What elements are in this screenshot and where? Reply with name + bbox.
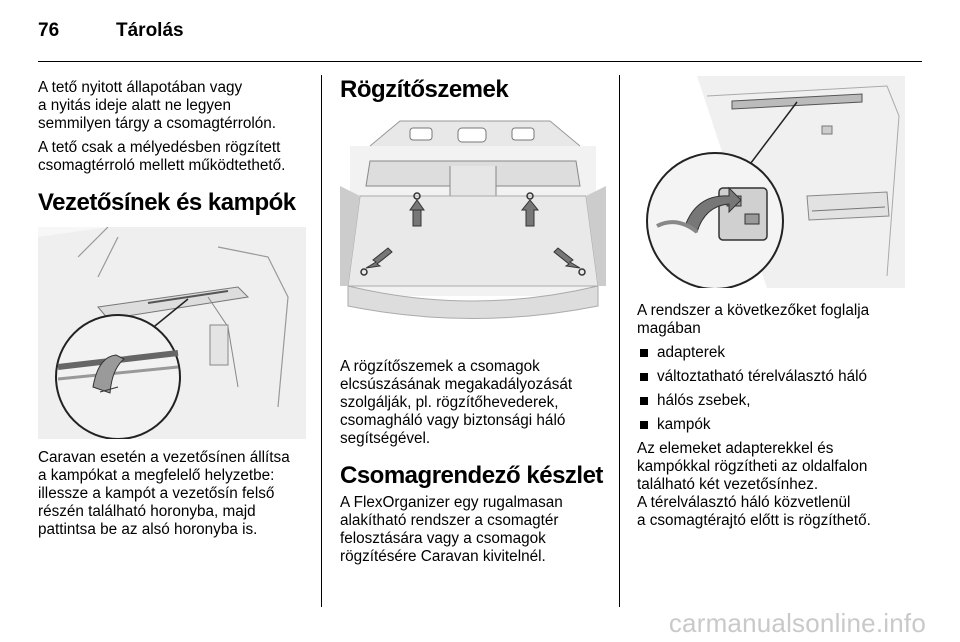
- text-line: található két vezetősínhez.: [637, 476, 819, 493]
- text-line: csomagháló vagy biztonsági háló: [340, 412, 566, 429]
- text-line: A tető nyitott állapotában vagy: [38, 79, 243, 96]
- note-paragraph: [38, 139, 306, 175]
- text-line: A rendszer a következőket foglalja: [637, 302, 870, 319]
- column-1: [38, 79, 306, 545]
- body-paragraph: [340, 494, 608, 566]
- text-line: a csomagtérajtó előtt is rögzíthető.: [637, 512, 871, 529]
- section-heading-eyelets: Rögzítőszemek: [340, 76, 509, 103]
- text-line: Caravan esetén a vezetősínen állítsa: [38, 449, 290, 466]
- column-2: [340, 76, 608, 572]
- list-item: adapterek: [637, 344, 909, 362]
- component-list: [637, 344, 909, 434]
- text-line: kampókkal rögzítheti az oldalfalon: [637, 458, 868, 475]
- list-item: kampók: [637, 416, 909, 434]
- text-line: felosztására vagy a csomagok: [340, 530, 546, 547]
- intro-paragraph: [637, 302, 909, 338]
- header-rule: [38, 61, 922, 62]
- text-line: illessze a kampót a vezetősín felső: [38, 485, 275, 502]
- organizer-illustration: [637, 76, 905, 288]
- outro-paragraph: [637, 440, 909, 530]
- text-line: szolgálják, pl. rögzítőhevederek,: [340, 394, 559, 411]
- text-line: a nyitás ideje alatt ne legyen: [38, 97, 232, 114]
- text-line: A tető csak a mélyedésben rögzített: [38, 139, 281, 156]
- list-item: hálós zsebek,: [637, 392, 909, 410]
- column-3: [637, 76, 909, 536]
- text-line: A rögzítőszemek a csomagok: [340, 358, 540, 375]
- text-line: Az elemeket adapterekkel és: [637, 440, 834, 457]
- text-line: elcsúszásának megakadályozását: [340, 376, 573, 393]
- page-number: 76: [38, 20, 60, 41]
- text-line: A FlexOrganizer egy rugalmasan: [340, 494, 563, 511]
- text-line: csomagtérroló mellett működtethető.: [38, 157, 286, 174]
- column-divider-1: [321, 75, 322, 607]
- chapter-title: Tárolás: [116, 20, 184, 41]
- text-line: részén található horonyba, majd: [38, 503, 256, 520]
- rail-hook-illustration: [38, 227, 306, 439]
- watermark: carmanualsonline.info: [668, 608, 926, 638]
- text-line: pattintsa be az alsó horonyba is.: [38, 521, 258, 538]
- column-divider-2: [619, 75, 620, 607]
- intro-paragraph: [38, 79, 306, 133]
- eyelets-illustration: [340, 116, 606, 328]
- text-line: magában: [637, 320, 701, 337]
- section-heading-rails: Vezetősínek és kampók: [38, 189, 296, 216]
- text-line: alakítható rendszer a csomagtér: [340, 512, 559, 529]
- text-line: A térelválasztó háló közvetlenül: [637, 494, 851, 511]
- text-line: semmilyen tárgy a csomagtérrolón.: [38, 115, 277, 132]
- body-paragraph: [340, 358, 608, 448]
- list-item: változtatható térelválasztó háló: [637, 368, 909, 386]
- text-line: a kampókat a megfelelő helyzetbe:: [38, 467, 275, 484]
- body-paragraph: [38, 449, 306, 539]
- section-heading-organizer: Csomagrendező készlet: [340, 462, 603, 489]
- text-line: segítségével.: [340, 430, 431, 447]
- text-line: rögzítésére Caravan kivitelnél.: [340, 548, 546, 565]
